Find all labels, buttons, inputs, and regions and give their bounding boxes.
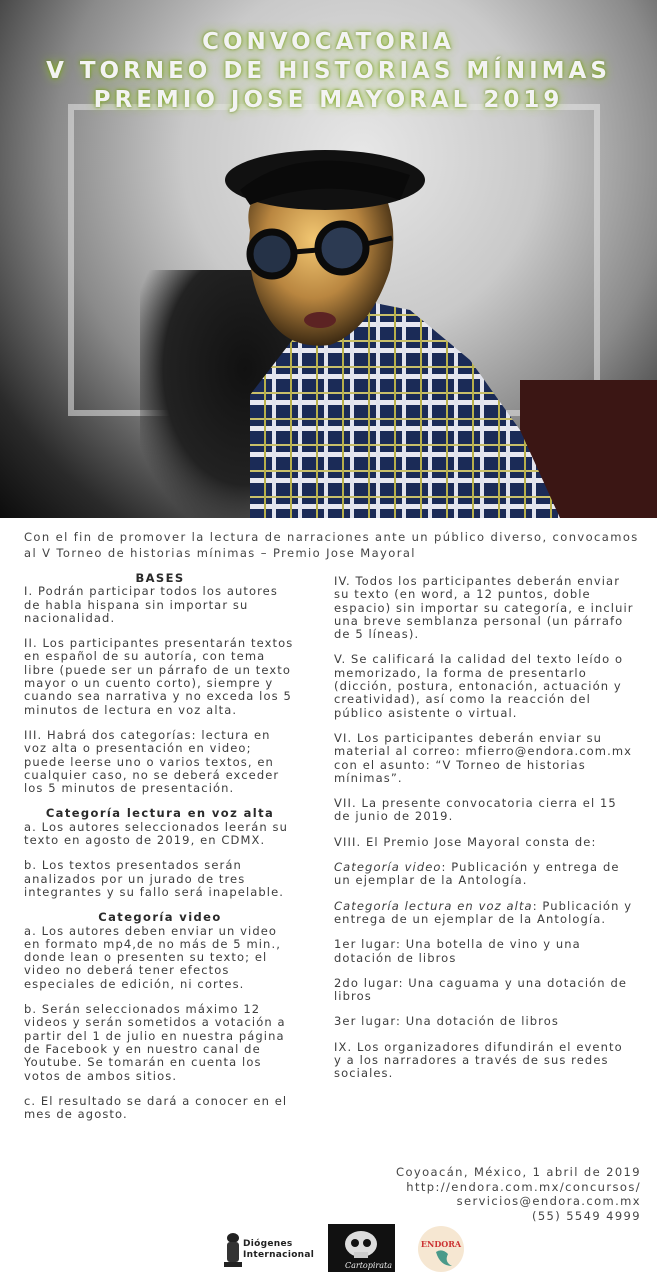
- title-line-1: CONVOCATORIA: [202, 29, 455, 55]
- endora-logo: [418, 1226, 464, 1272]
- video-c: c. El resultado se dará a conocer en el mes de agosto.: [24, 1093, 288, 1122]
- right-column: [334, 575, 634, 1093]
- base-vi: VI. Los participantes deberán enviar su material al correo: mfierro@endora.com.mx con el asunto: “V Torneo de historias mínimas”.: [334, 730, 633, 785]
- base-i: I. Podrán participar todos los autores de habla hispana sin importar su nacionalidad.: [24, 584, 278, 625]
- base-iv: IV. Todos los participantes deberán enviar su texto (en word, a 12 puntos, doble espacio) sin importar su categoría, e incluir una breve semblanza personal (un párrafo de 5 líneas).: [334, 574, 634, 642]
- phone: (55) 5549 4999: [531, 1208, 641, 1223]
- video-a: a. Los autores deben enviar un video en formato mp4,de no más de 5 min., donde lean o presenten su texto; el video no deberá tener efectos especiales de edición, ni cortes.: [24, 923, 281, 991]
- contact-footer: [396, 1165, 641, 1223]
- primer-lugar: 1er lugar: Una botella de vino y una dotación de libros: [334, 937, 581, 965]
- lectura-a: a. Los autores seleccionados leerán su texto en agosto de 2019, en CDMX.: [24, 819, 289, 848]
- cartopirata-logo: [328, 1224, 395, 1272]
- endora-label: ENDORA: [420, 1239, 462, 1249]
- diogenes-logo: [219, 1230, 329, 1270]
- base-vii: VII. La presente convocatoria cierra el 15 de junio de 2019.: [334, 796, 617, 824]
- lectura-b: b. Los textos presentados serán analizados por un jurado de tres integrantes y su fallo será inapelable.: [24, 858, 285, 899]
- segundo-lugar: 2do lugar: Una caguama y una dotación de libros: [334, 975, 628, 1004]
- category-video-heading: Categoría video: [98, 910, 222, 925]
- place-date: Coyoacán, México, 1 abril de 2019: [396, 1165, 641, 1179]
- bases-heading: BASES: [135, 571, 185, 585]
- video-b: b. Serán seleccionados máximo 12 videos y serán sometidos a votación a partir del 1 de julio en nuestra página de Facebook y en nuestro canal de Youtube. Se tomarán en cuenta los votos de ambos sitios.: [24, 1002, 286, 1083]
- hero-photo: [0, 0, 657, 518]
- premio-video-label: Categoría video: [334, 860, 442, 875]
- base-v: V. Se calificará la calidad del texto leído o memorizado, la forma de presentarlo (dicción, postura, entonación, actuación y creatividad), así como la reacción del público asistente o virtual.: [334, 652, 624, 720]
- website-link[interactable]: http://endora.com.mx/concursos/: [406, 1179, 641, 1194]
- left-column: [24, 572, 296, 1133]
- diogenes-line2: Internacional: [243, 1250, 315, 1260]
- intro-text: Con el fin de promover la lectura de narraciones ante un público diverso, convocamos al V Torneo de historias mínimas – Premio Jose Mayoral: [24, 530, 639, 560]
- premio-lectura-label: Categoría lectura en voz alta: [334, 898, 533, 913]
- premio-lectura: [334, 900, 634, 927]
- premio-lectura-text: : Publicación y entrega de un ejemplar de la Antología.: [334, 898, 633, 926]
- title-line-2: V TORNEO DE HISTORIAS MÍNIMAS: [46, 58, 611, 84]
- title-line-3: PREMIO JOSE MAYORAL 2019: [93, 87, 564, 113]
- base-ii: II. Los participantes presentarán textos en español de su autoría, con tema libre (puede ser un párrafo de un texto mayor o un cuento corto), siempre y cuando sea narrativa y no exceda los 5 minutos de lectura en voz alta.: [24, 636, 294, 717]
- diogenes-line1: Diógenes: [243, 1239, 293, 1249]
- email-link[interactable]: servicios@endora.com.mx: [456, 1194, 641, 1208]
- mermaid-icon: [418, 1226, 464, 1272]
- poster-title: [0, 28, 657, 115]
- base-iii: III. Habrá dos categorías: lectura en voz alta o presentación en video; puede leerse uno o varios textos, en cualquier caso, no se deberá exceder los 5 minutos de presentación.: [24, 727, 280, 796]
- cartopirata-label: Cartopirata: [344, 1261, 392, 1270]
- category-lectura-heading: Categoría lectura en voz alta: [45, 806, 275, 821]
- premio-video: [334, 861, 634, 888]
- premio-video-text: : Publicación y entrega de un ejemplar de la Antología.: [334, 860, 620, 888]
- base-ix: IX. Los organizadores difundirán el evento y a los narradores a través de sus redes sociales.: [334, 1039, 623, 1081]
- tercer-lugar: 3er lugar: Una dotación de libros: [334, 1014, 559, 1029]
- base-viii: VIII. El Premio Jose Mayoral consta de:: [334, 834, 597, 849]
- sponsor-logos: [0, 1222, 657, 1278]
